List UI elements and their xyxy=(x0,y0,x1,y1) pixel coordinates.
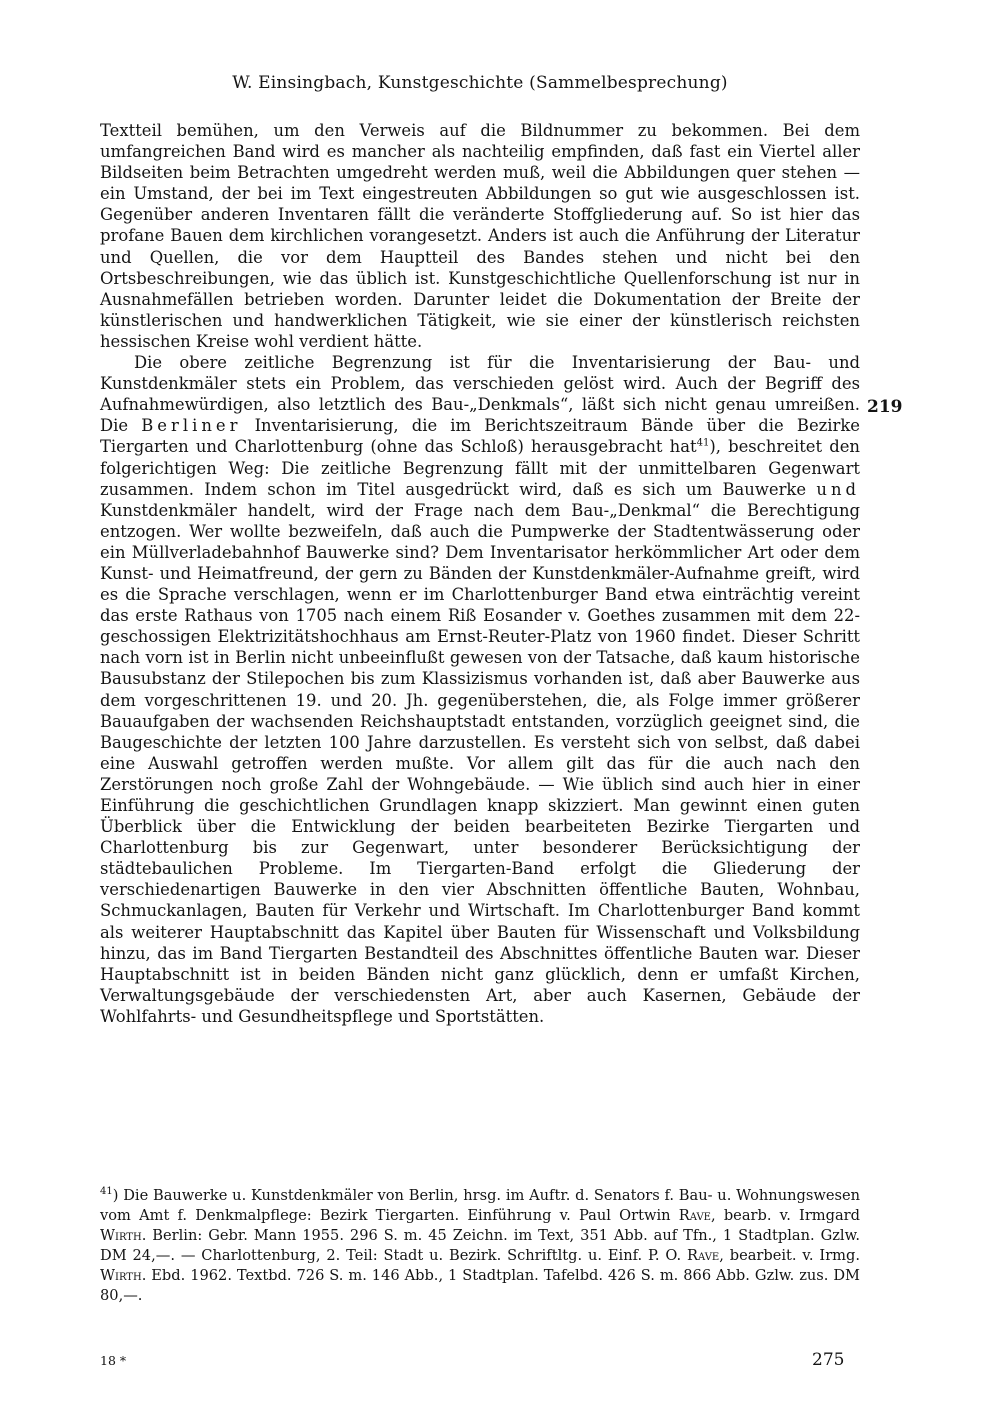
author-wirth-1: Wirth xyxy=(100,1227,142,1244)
footnote-41 xyxy=(100,1186,860,1306)
footnote-reference: 41 xyxy=(696,437,710,449)
author-rave-1: Rave xyxy=(678,1207,711,1224)
paragraph-2-part-c: ), beschreitet den folgerichtigen Weg: Die zeitliche Begrenzung fällt mit der unmittelbaren Gegenwart zusammen. Indem schon im Titel ausgedrückt wird, daß es sich um Bauwerke xyxy=(100,437,860,499)
spaced-word-und: und xyxy=(816,479,860,499)
margin-page-marker: 219 xyxy=(867,397,903,417)
paragraph-2-part-a: Die obere zeitliche Begrenzung ist für die Inventarisierung der Bau- und Kunstdenkmäler stets ein Problem, das verschieden gelöst wird. Auch der Begriff des Aufnahmewürdigen, also letztlich des Bau-„Denkmals“, läßt sich nicht genau umreißen. Die xyxy=(100,353,860,436)
author-wirth-2: Wirth xyxy=(100,1267,142,1284)
paragraph-1: Textteil bemühen, um den Verweis auf die Bildnummer zu bekommen. Bei dem umfangreichen Band wird es mancher als nachteilig empfinden, daß fast ein Viertel aller Bildseiten beim Betrachten umgedreht werden muß, weil die Abbildungen quer stehen — ein Umstand, der bei im Text eingestreuten Abbildungen so gut wie ausgeschlossen ist. Gegenüber anderen Inventaren fällt die veränderte Stoffgliederung auf. So ist hier das profane Bauen dem kirchlichen vorangesetzt. Anders ist auch die Anführung der Literatur und Quellen, die vor dem Hauptteil des Bandes stehen und nicht bei den Ortsbeschreibungen, wie das üblich ist. Kunstgeschichtliche Quellenforschung ist nur in Ausnahmefällen betrieben worden. Darunter leidet die Dokumentation der Breite der künstlerischen und handwerklichen Tätigkeit, wie sie einer der künstlerisch reichsten hessischen Kreise wohl verdient hätte. xyxy=(100,121,860,351)
footnote-text-3: . Berlin: Gebr. Mann 1955. 296 S. m. 45 Zeichn. im Text, 351 Abb. auf Tfn., 1 Stadtplan. Gzlw. DM 24,—. — Charlottenburg, 2. Teil: Stadt u. Bezirk. Schriftltg. u. Einf. P. O. xyxy=(100,1227,860,1264)
author-rave-2: Rave xyxy=(686,1247,720,1264)
footnote-text-4: , bearbeit. v. Irmg. xyxy=(719,1247,860,1264)
paragraph-2 xyxy=(100,352,860,1027)
paragraph-2-part-d: Kunstdenkmäler handelt, wird der Frage nach dem Bau-„Denkmal“ die Berechtigung entzogen. Wer wollte bezweifeln, daß auch die Pumpwerke der Stadtentwässerung oder ein Müllverladebahnhof Bauwerke sind? Dem Inventarisator herkömmlicher Art oder dem Kunst- und Heimatfreund, der gern zu Bänden der Kunstdenkmäler-Aufnahme greift, wird es die Sprache verschlagen, wenn er im Charlottenburger Band etwa einträchtig vereint das erste Rathaus von 1705 nach einem Riß Eosander v. Goethes zusammen mit dem 22-geschossigen Elektrizitätshochhaus am Ernst-Reuter-Platz von 1960 findet. Dieser Schritt nach vorn ist in Berlin nicht unbeeinflußt gewesen von der Tatsache, daß kaum historische Bausubstanz der Stilepochen bis zum Klassizismus vorhanden ist, daß aber Bauwerke aus dem vorgeschrittenen 19. und 20. Jh. gegenüberstehen, die, als Folge immer größerer Bauaufgaben der wachsenden Reichshauptstadt entstanden, vorzüglich geeignet sind, die Baugeschichte der letzten 100 Jahre darzustellen. Es versteht sich von selbst, daß dabei eine Auswahl getroffen werden mußte. Vor allem gilt das für die auch nach den Zerstörungen noch große Zahl der Wohngebäude. — Wie üblich sind auch hier in einer Einführung die geschichtlichen Grundlagen knapp skizziert. Man gewinnt einen guten Überblick über die Entwicklung der beiden bearbeiteten Bezirke Tiergarten und Charlottenburg bis zur Gegenwart, unter besonderer Berücksichtigung der städtebaulichen Probleme. Im Tiergarten-Band erfolgt die Gliederung der verschiedenartigen Bauwerke in den vier Abschnitten öffentliche Bauten, Wohnbau, Schmuckanlagen, Bauten für Verkehr und Wirtschaft. Im Charlottenburger Band kommt als weiterer Hauptabschnitt das Kapitel über Bauten für Wissenschaft und Volksbildung hinzu, das im Band Tiergarten Bestandteil des Abschnittes öffentliche Bauten war. Dieser Hauptabschnitt ist in beiden Bänden nicht ganz glücklich, denn er umfaßt Kirchen, Verwaltungsgebäude der verschiedensten Art, aber auch Kasernen, Gebäude der Wohlfahrts- und Gesundheitspflege und Sportstätten. xyxy=(100,500,860,1026)
page-number: 275 xyxy=(812,1350,845,1370)
footnote-mark: 41 xyxy=(100,1186,113,1198)
footnote-text-2: , bearb. v. Irmgard xyxy=(710,1207,860,1224)
body-text xyxy=(100,120,860,1027)
footnote-text-5: . Ebd. 1962. Textbd. 726 S. m. 146 Abb., 1 Stadtplan. Tafelbd. 426 S. m. 866 Abb. Gzlw. zus. DM 80,—. xyxy=(100,1267,860,1304)
paragraph-2-part-b: Inventarisierung, die im Berichtszeitraum Bände über die Bezirke Tiergarten und Charlottenburg (ohne das Schloß) herausgebracht hat xyxy=(100,416,860,457)
printer-signature: 18 * xyxy=(100,1353,127,1368)
footnote-text-1: ) Die Bauwerke u. Kunstdenkmäler von Berlin, hrsg. im Auftr. d. Senators f. Bau- u. Wohnungswesen vom Amt f. Denkmalpflege: Bezirk Tiergarten. Einführung v. Paul Ortwin xyxy=(100,1187,860,1224)
running-head: W. Einsingbach, Kunstgeschichte (Sammelbesprechung) xyxy=(232,73,728,93)
spaced-word-berliner: Berliner xyxy=(141,416,242,436)
